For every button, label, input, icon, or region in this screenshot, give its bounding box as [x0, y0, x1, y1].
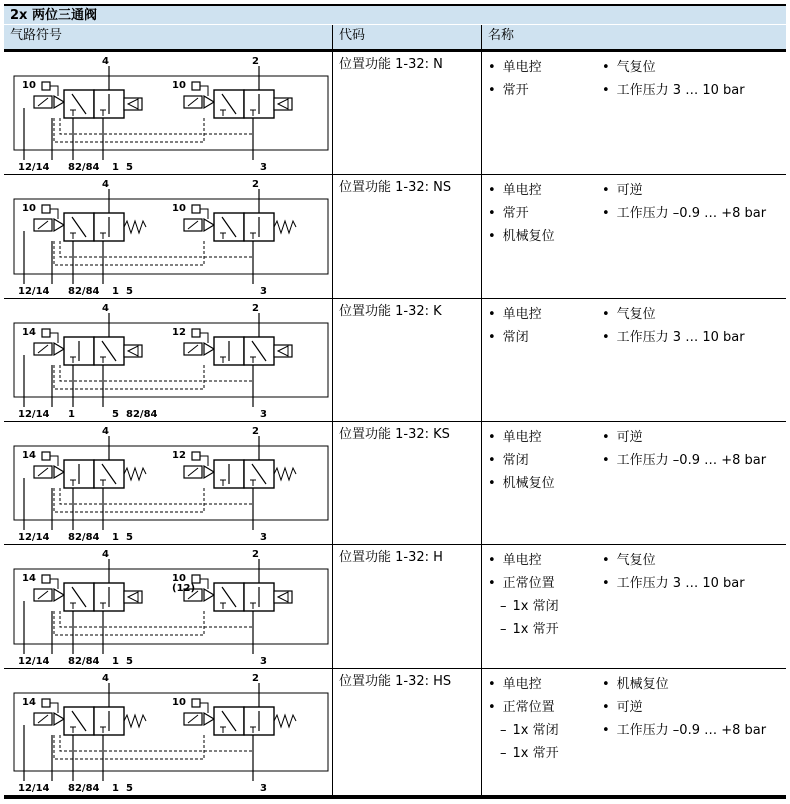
pilot-port-label: 10: [172, 573, 186, 584]
feature-item: • 气复位: [602, 56, 745, 79]
feature-item: • 单电控: [488, 673, 602, 696]
right-feature-list: [602, 303, 745, 417]
pilot-port-label: 10: [22, 203, 36, 214]
valve-symbol-2: [172, 56, 292, 118]
bottom-port-label: 12/14: [18, 532, 50, 543]
symbol-cell: [4, 175, 333, 298]
feature-item: • 正常位置: [488, 696, 602, 719]
feature-item: • 单电控: [488, 426, 602, 449]
feature-item: • 常开: [488, 79, 602, 102]
bottom-port-label: 12/14: [18, 783, 50, 794]
pneumatic-symbol: [4, 422, 333, 544]
table-body: [4, 52, 786, 796]
bottom-port-label: 5: [126, 162, 133, 173]
pilot-port-label: 10: [22, 80, 36, 91]
working-port-label: 2: [252, 56, 259, 67]
header-symbol: 气路符号: [4, 25, 333, 49]
feature-subitem: – 1x 常闭: [488, 719, 602, 742]
table-title: 2x 两位三通阀: [4, 4, 786, 24]
working-port-label: 4: [102, 56, 109, 67]
name-cell: [482, 175, 786, 298]
working-port-label: 2: [252, 179, 259, 190]
symbol-cell: [4, 545, 333, 668]
feature-item: • 机械复位: [488, 225, 602, 248]
bottom-port-label: 3: [260, 286, 267, 297]
bottom-port-label: 82/84: [68, 532, 100, 543]
bottom-port-label: 82/84: [68, 286, 100, 297]
feature-item: • 正常位置: [488, 572, 602, 595]
pilot-port-label: 10: [172, 203, 186, 214]
working-port-label: 4: [102, 303, 109, 314]
bottom-port-label: 3: [260, 656, 267, 667]
bottom-port-label: 12/14: [18, 162, 50, 173]
bottom-port-label: 82/84: [68, 783, 100, 794]
header-name: 名称: [488, 28, 515, 43]
code-cell: 位置功能 1-32: N: [333, 52, 482, 174]
bottom-port-label: 5: [112, 409, 119, 420]
pilot-port-label: 12: [172, 327, 186, 338]
working-port-label: 2: [252, 426, 259, 437]
symbol-cell: [4, 422, 333, 544]
feature-item: • 常开: [488, 202, 602, 225]
left-feature-list: [488, 549, 602, 664]
left-feature-list: [488, 179, 602, 294]
pneumatic-symbol: [4, 669, 333, 795]
feature-item: • 工作压力 –0.9 … +8 bar: [602, 449, 766, 472]
symbol-cell: [4, 52, 333, 174]
table-header: [4, 24, 786, 52]
feature-item: • 气复位: [602, 303, 745, 326]
feature-item: • 工作压力 3 … 10 bar: [602, 572, 745, 595]
feature-item: • 气复位: [602, 549, 745, 572]
bottom-port-label: 3: [260, 409, 267, 420]
bottom-port-label: 5: [126, 286, 133, 297]
valve-symbol-2: [172, 426, 296, 488]
valve-symbol-2: [172, 303, 292, 365]
symbol-cell: [4, 299, 333, 421]
working-port-label: 2: [252, 673, 259, 684]
feature-item: • 单电控: [488, 179, 602, 202]
feature-subitem: – 1x 常开: [488, 742, 602, 765]
left-feature-list: [488, 303, 602, 417]
pilot-port-label: 14: [22, 573, 36, 584]
code-cell: 位置功能 1-32: KS: [333, 422, 482, 544]
feature-item: • 机械复位: [602, 673, 766, 696]
feature-item: • 常闭: [488, 449, 602, 472]
name-cell: [482, 299, 786, 421]
valve-symbol-1: [22, 426, 146, 488]
valve-symbol-1: [22, 673, 146, 735]
working-port-label: 4: [102, 179, 109, 190]
bottom-port-label: 1: [68, 409, 75, 420]
working-port-label: 4: [102, 673, 109, 684]
feature-item: • 单电控: [488, 549, 602, 572]
bottom-port-label: 82/84: [68, 162, 100, 173]
header-code: 代码: [333, 25, 482, 49]
left-feature-list: [488, 426, 602, 540]
working-port-label: 2: [252, 549, 259, 560]
name-cell: [482, 545, 786, 668]
table-bottom-rule: [4, 796, 786, 799]
bottom-port-label: 1: [112, 783, 119, 794]
pilot-port-label: 10: [172, 697, 186, 708]
code-cell: 位置功能 1-32: H: [333, 545, 482, 668]
symbol-cell: [4, 669, 333, 795]
feature-item: • 可逆: [602, 696, 766, 719]
feature-item: • 工作压力 3 … 10 bar: [602, 326, 745, 349]
table-row: [4, 545, 786, 669]
code-cell: 位置功能 1-32: HS: [333, 669, 482, 795]
valve-symbol-1: [22, 549, 142, 611]
valve-symbol-1: [22, 179, 146, 241]
feature-item: • 可逆: [602, 426, 766, 449]
feature-item: • 可逆: [602, 179, 766, 202]
name-cell: [482, 669, 786, 795]
pilot-port-label-alt: (12): [172, 583, 196, 594]
name-cell: [482, 52, 786, 174]
bottom-port-label: 12/14: [18, 286, 50, 297]
working-port-label: 4: [102, 549, 109, 560]
feature-item: • 常闭: [488, 326, 602, 349]
table-row: [4, 422, 786, 545]
table-row: [4, 52, 786, 175]
left-feature-list: [488, 56, 602, 170]
right-feature-list: [602, 426, 766, 540]
bottom-port-label: 5: [126, 532, 133, 543]
feature-item: • 单电控: [488, 56, 602, 79]
bottom-port-label: 12/14: [18, 656, 50, 667]
valve-symbol-1: [22, 303, 142, 365]
bottom-port-label: 1: [112, 162, 119, 173]
pneumatic-symbol: [4, 175, 333, 298]
table-row: [4, 669, 786, 796]
bottom-port-label: 1: [112, 656, 119, 667]
code-cell: 位置功能 1-32: NS: [333, 175, 482, 298]
valve-table: [4, 4, 786, 799]
bottom-port-label: 5: [126, 783, 133, 794]
bottom-port-label: 82/84: [126, 409, 158, 420]
feature-subitem: – 1x 常开: [488, 618, 602, 641]
table-row: [4, 299, 786, 422]
working-port-label: 2: [252, 303, 259, 314]
pilot-port-label: 14: [22, 450, 36, 461]
pneumatic-symbol: [4, 299, 333, 421]
code-cell: 位置功能 1-32: K: [333, 299, 482, 421]
pneumatic-symbol: [4, 545, 333, 668]
table-row: [4, 175, 786, 299]
pneumatic-symbol: [4, 52, 333, 174]
feature-item: • 单电控: [488, 303, 602, 326]
feature-item: • 机械复位: [488, 472, 602, 495]
bottom-port-label: 3: [260, 783, 267, 794]
bottom-port-label: 12/14: [18, 409, 50, 420]
valve-symbol-2: [172, 549, 292, 611]
feature-item: • 工作压力 3 … 10 bar: [602, 79, 745, 102]
right-feature-list: [602, 549, 745, 664]
name-cell: [482, 422, 786, 544]
pilot-port-label: 10: [172, 80, 186, 91]
right-feature-list: [602, 673, 766, 791]
right-feature-list: [602, 179, 766, 294]
valve-symbol-2: [172, 179, 296, 241]
feature-item: • 工作压力 –0.9 … +8 bar: [602, 202, 766, 225]
bottom-port-label: 1: [112, 286, 119, 297]
working-port-label: 4: [102, 426, 109, 437]
pilot-port-label: 14: [22, 697, 36, 708]
feature-item: • 工作压力 –0.9 … +8 bar: [602, 719, 766, 742]
bottom-port-label: 1: [112, 532, 119, 543]
pilot-port-label: 14: [22, 327, 36, 338]
feature-subitem: – 1x 常闭: [488, 595, 602, 618]
bottom-port-label: 5: [126, 656, 133, 667]
left-feature-list: [488, 673, 602, 791]
right-feature-list: [602, 56, 745, 170]
bottom-port-label: 3: [260, 532, 267, 543]
pilot-port-label: 12: [172, 450, 186, 461]
valve-symbol-2: [172, 673, 296, 735]
valve-symbol-1: [22, 56, 142, 118]
bottom-port-label: 82/84: [68, 656, 100, 667]
bottom-port-label: 3: [260, 162, 267, 173]
